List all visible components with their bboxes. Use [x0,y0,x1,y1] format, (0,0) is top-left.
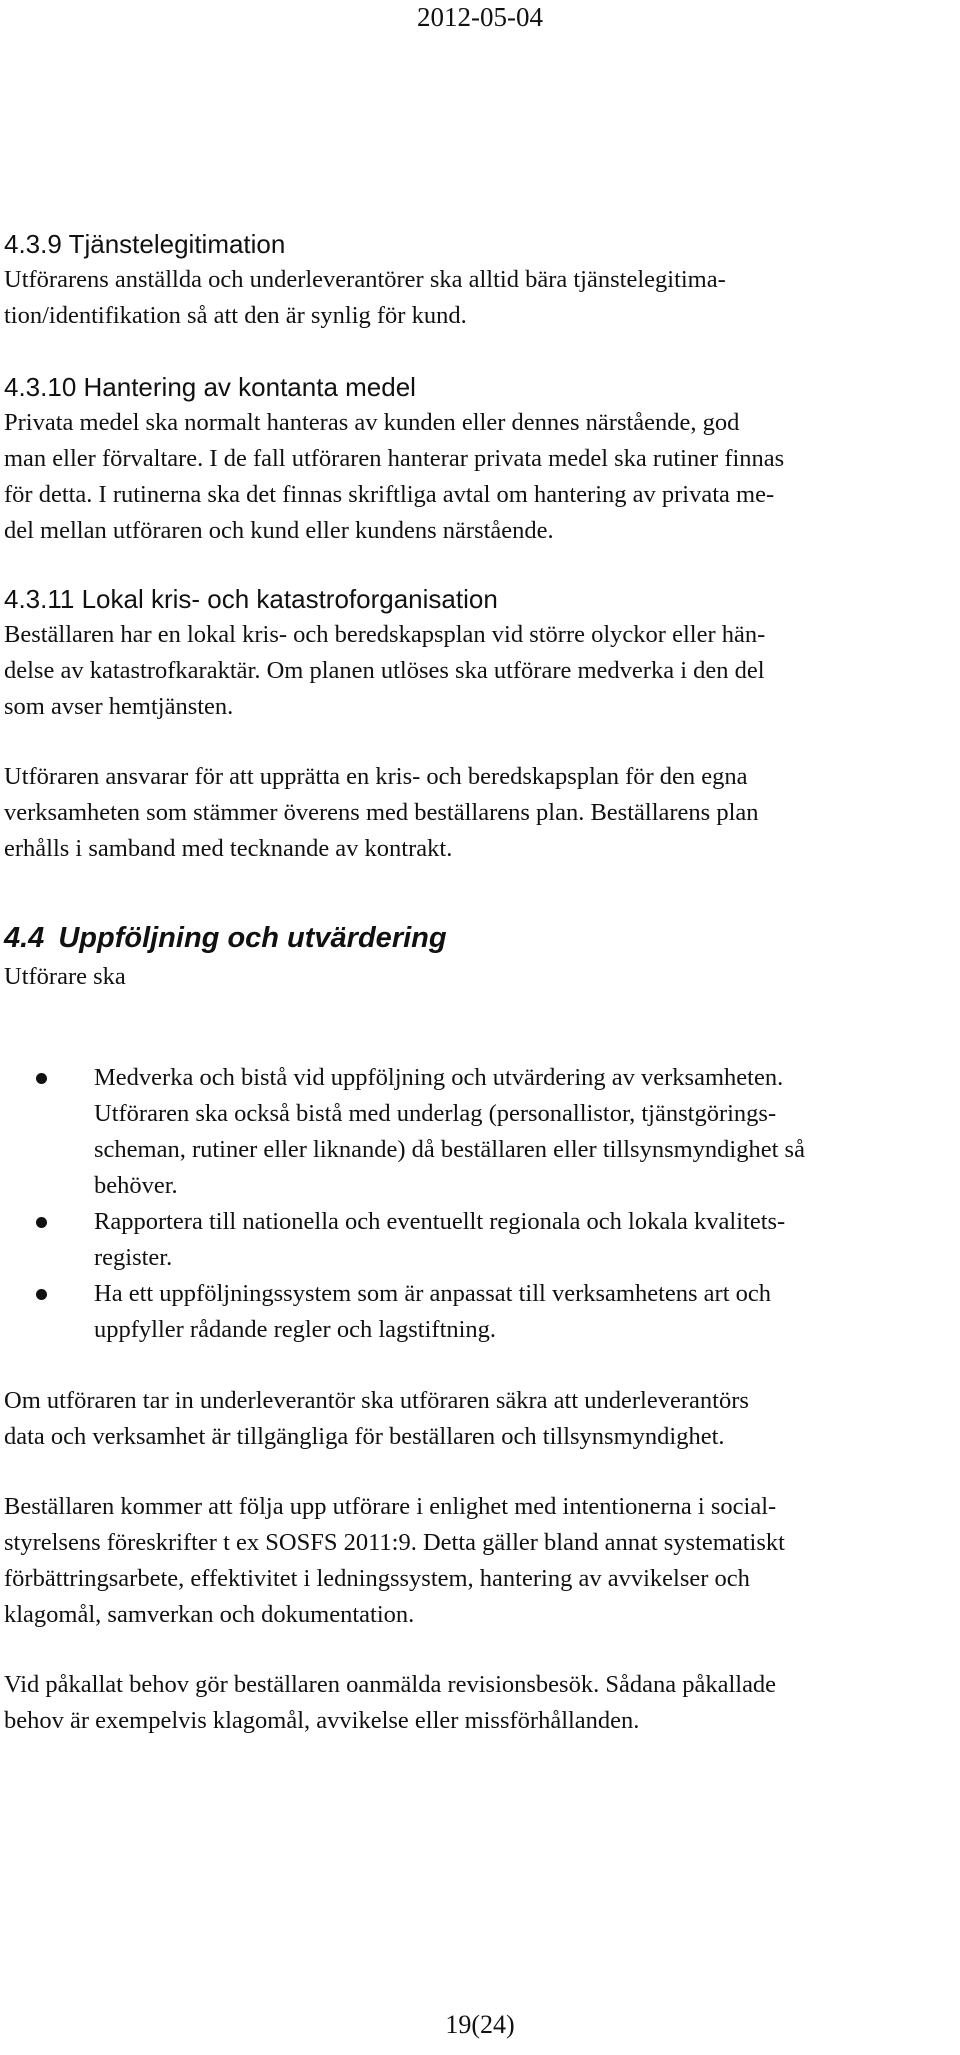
paragraph: Privata medel ska normalt hanteras av kunden eller dennes närstående, god man eller förvaltare. I de fall utföraren hanterar privata medel ska rutiner finnas för detta. I rutinerna ska det finnas skriftliga avtal om hantering av privata me- del mellan utföraren och kund eller kundens närstående. [4,409,785,544]
heading-4-3-11: 4.3.11 Lokal kris- och katastroforganisation [4,584,498,614]
section-4-3-10 [4,369,949,549]
bullet-list [36,1060,946,1348]
bullet-icon [36,1289,47,1300]
paragraph: Om utföraren tar in underleverantör ska utföraren säkra att underleverantörs data och verksamhet är tillgängliga för beställaren och tillsynsmyndighet. [4,1387,749,1450]
section-4-4 [4,919,949,995]
bullet-icon [36,1217,47,1228]
page-header-date: 2012-05-04 [417,2,543,32]
list-item: Ha ett uppföljningssystem som är anpassat till verksamhetens art och uppfyller rådande regler och lagstiftning. [36,1276,946,1348]
heading-4-4: 4.4 Uppföljning och utvärdering [4,922,447,954]
intro-text: Utförare ska [4,963,126,990]
paragraph: Beställaren kommer att följa upp utförare i enlighet med intentionerna i social- styrelsens föreskrifter t ex SOSFS 2011:9. Detta gäller bland annat systematiskt förbättringsarbete, effektivitet i ledningssystem, hantering av avvikelser och klagomål, samverkan och dokumentation. [4,1493,785,1628]
section-4-3-9 [4,226,949,334]
paragraph: Utförarens anställda och underleverantörer ska alltid bära tjänstelegitima- tion/identifikation så att den är synlig för kund. [4,266,726,329]
paragraph: Vid påkallat behov gör beställaren oanmälda revisionsbesök. Sådana påkallade behov är exempelvis klagomål, avvikelse eller missförhållanden. [4,1671,777,1734]
paragraph: Beställaren har en lokal kris- och beredskapsplan vid större olyckor eller hän- delse av katastrofkaraktär. Om planen utlöses ska utförare medverka i den del som avser hemtjänsten. [4,621,766,720]
section-4-3-11 [4,581,949,867]
page-number: 19(24) [445,2010,515,2039]
heading-4-3-10: 4.3.10 Hantering av kontanta medel [4,372,416,402]
bullet-icon [36,1073,47,1084]
section-4-4-body [4,1383,949,1739]
list-item: Rapportera till nationella och eventuellt regionala och lokala kvalitets- register. [36,1204,946,1276]
list-item: Medverka och bistå vid uppföljning och utvärdering av verksamheten. Utföraren ska också bistå med underlag (personallistor, tjänstgörings- scheman, rutiner eller liknande) då beställaren eller tillsynsmyndighet så behöver. [36,1060,946,1204]
paragraph: Utföraren ansvarar för att upprätta en kris- och beredskapsplan för den egna verksamheten som stämmer överens med beställarens plan. Beställarens plan erhålls i samband med tecknande av kontrakt. [4,763,759,862]
heading-4-3-9: 4.3.9 Tjänstelegitimation [4,229,286,259]
